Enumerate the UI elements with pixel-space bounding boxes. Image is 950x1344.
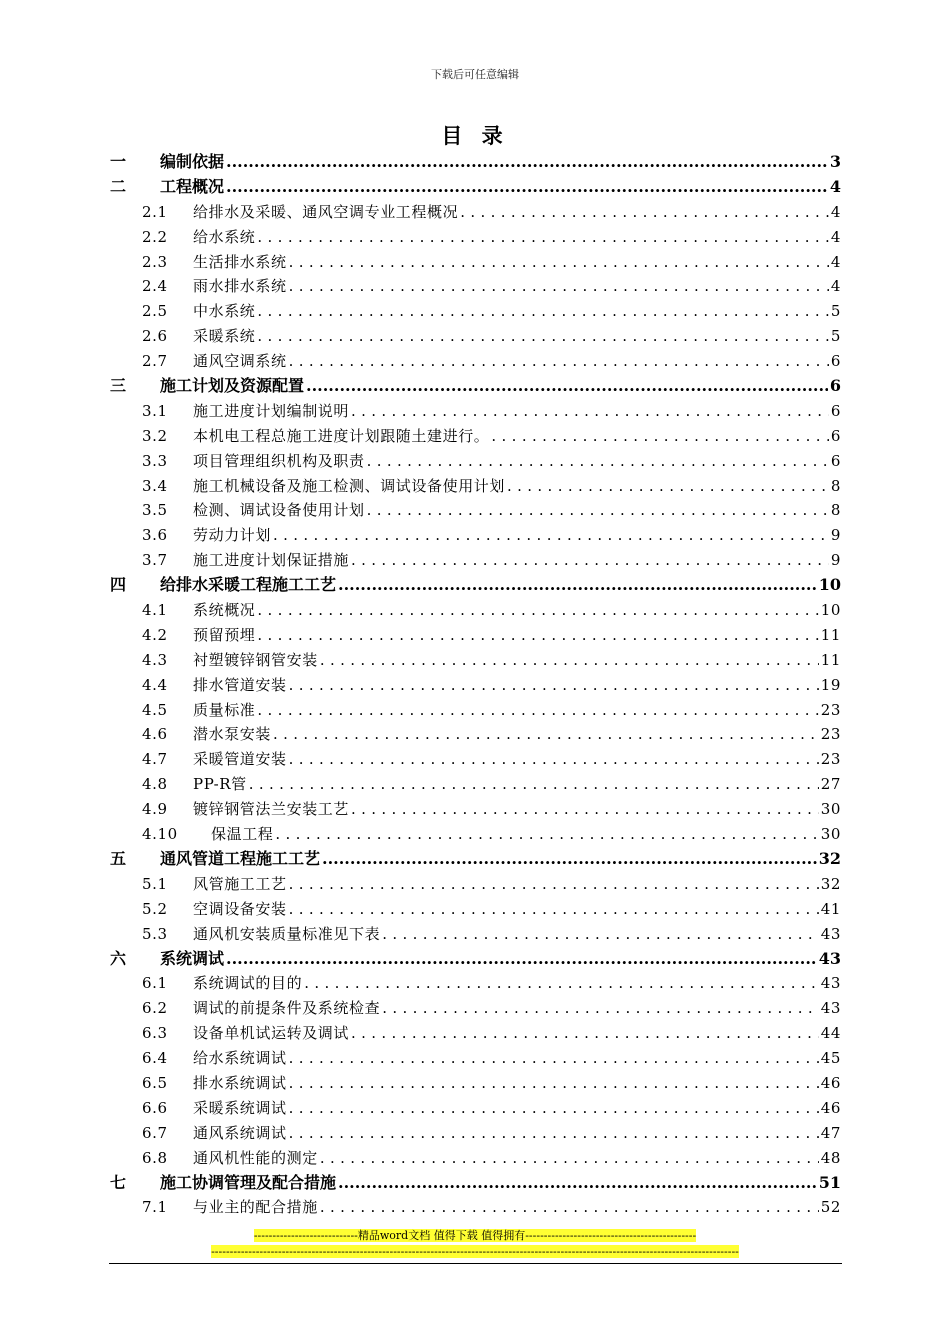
toc-dot-leader — [382, 996, 819, 1021]
toc-entry-number: 5.2 — [142, 899, 168, 918]
toc-dot-leader — [257, 225, 828, 250]
toc-entry-number: 2.2 — [142, 227, 168, 246]
toc-section-entry[interactable] — [110, 225, 841, 250]
toc-section-entry[interactable] — [110, 772, 841, 797]
toc-entry-label: 调试的前提条件及系统检查 — [193, 999, 381, 1018]
toc-title: 目 录 — [441, 123, 509, 148]
toc-dot-leader — [289, 1046, 819, 1071]
toc-dot-leader — [289, 897, 819, 922]
toc-entry-label: 本机电工程总施工进度计划跟随土建进行。 — [193, 426, 490, 445]
toc-dot-leader — [226, 947, 817, 972]
toc-dot-leader — [491, 424, 828, 449]
toc-chapter-entry[interactable] — [110, 847, 841, 872]
toc-entry-number: 4.5 — [142, 700, 168, 719]
toc-dot-leader — [289, 673, 819, 698]
toc-dot-leader — [257, 598, 818, 623]
toc-dot-leader — [304, 971, 819, 996]
toc-entry-page: 43 — [818, 948, 841, 968]
toc-entry-page: 47 — [820, 1123, 841, 1142]
toc-dot-leader — [257, 299, 828, 324]
toc-dot-leader — [367, 449, 829, 474]
toc-entry-number: 3.2 — [142, 426, 168, 445]
toc-entry-page: 23 — [820, 750, 841, 769]
toc-entry-number: 4.9 — [142, 800, 168, 819]
toc-entry-label: 保温工程 — [211, 825, 274, 844]
toc-dot-leader — [320, 1146, 819, 1171]
toc-entry-label: 检测、调试设备使用计划 — [193, 501, 365, 520]
toc-section-entry[interactable] — [110, 797, 841, 822]
toc-section-entry[interactable] — [110, 498, 841, 523]
toc-section-entry[interactable] — [110, 971, 841, 996]
header-note: 下载后可任意编辑 — [431, 68, 519, 81]
toc-section-entry[interactable] — [110, 1021, 841, 1046]
toc-entry-number: 3.7 — [142, 551, 168, 570]
toc-entry-number: 4.6 — [142, 725, 168, 744]
toc-entry-number: 3.6 — [142, 526, 168, 545]
toc-entry-page: 30 — [820, 825, 841, 844]
toc-entry-label: 通风机安装质量标准见下表 — [193, 924, 381, 943]
toc-section-entry[interactable] — [110, 274, 841, 299]
toc-entry-page: 41 — [820, 899, 841, 918]
toc-entry-label: 排水系统调试 — [193, 1073, 287, 1092]
toc-entry-label: 给排水及采暖、通风空调专业工程概况 — [193, 202, 459, 221]
toc-entry-number: 三 — [110, 376, 127, 396]
toc-dot-leader — [320, 648, 819, 673]
toc-entry-page: 10 — [818, 575, 841, 595]
toc-section-entry[interactable] — [110, 623, 841, 648]
toc-entry-number: 4.3 — [142, 650, 168, 669]
toc-entry-number: 6.6 — [142, 1098, 168, 1117]
toc-dot-leader — [257, 623, 818, 648]
toc-dot-leader — [351, 797, 819, 822]
toc-entry-label: 雨水排水系统 — [193, 277, 287, 296]
toc-section-entry[interactable] — [110, 922, 841, 947]
toc-entry-page: 9 — [830, 551, 841, 570]
toc-section-entry[interactable] — [110, 1046, 841, 1071]
toc-dot-leader — [507, 474, 829, 499]
toc-entry-number: 3.1 — [142, 401, 168, 420]
toc-entry-page: 4 — [830, 227, 841, 246]
toc-entry-label: 预留预埋 — [193, 625, 256, 644]
toc-entry-page: 4 — [830, 252, 841, 271]
toc-entry-label: 生活排水系统 — [193, 252, 287, 271]
toc-section-entry[interactable] — [110, 449, 841, 474]
toc-entry-label: 施工计划及资源配置 — [160, 376, 305, 396]
toc-section-entry[interactable] — [110, 523, 841, 548]
toc-entry-label: 系统调试的目的 — [193, 974, 303, 993]
toc-section-entry[interactable] — [110, 648, 841, 673]
toc-entry-page: 32 — [820, 874, 841, 893]
bottom-rule — [109, 1263, 842, 1264]
toc-dot-leader — [289, 349, 829, 374]
toc-entry-label: 施工机械设备及施工检测、调试设备使用计划 — [193, 476, 506, 495]
toc-entry-page: 30 — [820, 800, 841, 819]
toc-entry-number: 2.4 — [142, 277, 168, 296]
toc-dot-leader — [338, 1171, 817, 1196]
toc-entry-label: 设备单机试运转及调试 — [193, 1024, 350, 1043]
toc-entry-page: 6 — [830, 401, 841, 420]
toc-dot-leader — [460, 200, 829, 225]
toc-section-entry[interactable] — [110, 1096, 841, 1121]
toc-entry-number: 4.8 — [142, 775, 168, 794]
toc-dot-leader — [289, 250, 829, 275]
table-of-contents — [110, 150, 841, 1220]
toc-dot-leader — [273, 523, 829, 548]
toc-entry-number: 3.4 — [142, 476, 168, 495]
toc-entry-number: 五 — [110, 848, 127, 868]
toc-entry-label: PP-R管 — [193, 775, 247, 794]
toc-dot-leader — [275, 822, 818, 847]
toc-dot-leader — [289, 274, 829, 299]
toc-entry-label: 采暖管道安装 — [193, 750, 287, 769]
toc-dot-leader — [367, 498, 829, 523]
toc-chapter-entry[interactable] — [110, 374, 841, 399]
toc-entry-label: 给水系统 — [193, 227, 256, 246]
toc-entry-page: 6 — [830, 451, 841, 470]
toc-entry-page: 27 — [820, 775, 841, 794]
toc-chapter-entry[interactable] — [110, 1171, 841, 1196]
toc-entry-number: 7.1 — [142, 1198, 168, 1217]
toc-entry-number: 6.7 — [142, 1123, 168, 1142]
toc-entry-label: 项目管理组织机构及职责 — [193, 451, 365, 470]
toc-section-entry[interactable] — [110, 747, 841, 772]
toc-entry-label: 系统概况 — [193, 601, 256, 620]
toc-section-entry[interactable] — [110, 548, 841, 573]
toc-entry-page: 6 — [830, 352, 841, 371]
toc-entry-label: 采暖系统 — [193, 327, 256, 346]
toc-entry-page: 46 — [820, 1098, 841, 1117]
toc-section-entry[interactable] — [110, 698, 841, 723]
footer-banner — [0, 1229, 950, 1243]
toc-entry-number: 6.2 — [142, 999, 168, 1018]
toc-chapter-entry[interactable] — [110, 573, 841, 598]
toc-dot-leader — [226, 175, 828, 200]
toc-entry-page: 8 — [830, 476, 841, 495]
toc-chapter-entry[interactable] — [110, 150, 841, 175]
toc-entry-label: 通风管道工程施工工艺 — [160, 848, 321, 868]
toc-section-entry[interactable] — [110, 1071, 841, 1096]
toc-entry-page: 11 — [820, 625, 841, 644]
toc-entry-number: 4.2 — [142, 625, 168, 644]
toc-entry-label: 劳动力计划 — [193, 526, 272, 545]
toc-entry-page: 10 — [820, 601, 841, 620]
toc-entry-number: 3.5 — [142, 501, 168, 520]
toc-entry-number: 6.1 — [142, 974, 168, 993]
toc-entry-page: 5 — [830, 302, 841, 321]
toc-entry-label: 通风机性能的测定 — [193, 1148, 318, 1167]
toc-section-entry[interactable] — [110, 349, 841, 374]
toc-entry-number: 5.3 — [142, 924, 168, 943]
toc-entry-page: 32 — [818, 848, 841, 868]
toc-entry-number: 4.10 — [142, 825, 178, 844]
toc-entry-label: 通风系统调试 — [193, 1123, 287, 1142]
toc-entry-page: 4 — [830, 202, 841, 221]
toc-entry-label: 给水系统调试 — [193, 1049, 287, 1068]
toc-entry-number: 七 — [110, 1172, 127, 1192]
toc-section-entry[interactable] — [110, 872, 841, 897]
toc-section-entry[interactable] — [110, 474, 841, 499]
toc-entry-page: 43 — [820, 999, 841, 1018]
toc-entry-label: 给排水采暖工程施工工艺 — [160, 575, 337, 595]
toc-entry-number: 四 — [110, 575, 127, 595]
toc-entry-label: 施工进度计划编制说明 — [193, 401, 350, 420]
toc-dot-leader — [257, 698, 818, 723]
toc-entry-label: 空调设备安装 — [193, 899, 287, 918]
toc-entry-number: 4.1 — [142, 601, 168, 620]
toc-entry-label: 潜水泵安装 — [193, 725, 272, 744]
toc-entry-number: 6.4 — [142, 1049, 168, 1068]
toc-dot-leader — [257, 324, 828, 349]
toc-entry-number: 4.7 — [142, 750, 168, 769]
toc-dot-leader — [273, 722, 819, 747]
toc-entry-page: 4 — [829, 176, 841, 196]
toc-entry-label: 镀锌钢管法兰安装工艺 — [193, 800, 350, 819]
toc-entry-page: 19 — [820, 675, 841, 694]
toc-entry-page: 43 — [820, 924, 841, 943]
toc-entry-page: 9 — [830, 526, 841, 545]
toc-dot-leader — [322, 847, 817, 872]
toc-dot-leader — [289, 1121, 819, 1146]
toc-entry-page: 6 — [830, 426, 841, 445]
toc-dot-leader — [351, 399, 829, 424]
toc-entry-label: 与业主的配合措施 — [193, 1198, 318, 1217]
toc-entry-number: 6.5 — [142, 1073, 168, 1092]
toc-section-entry[interactable] — [110, 996, 841, 1021]
toc-entry-page: 23 — [820, 725, 841, 744]
toc-entry-number: 3.3 — [142, 451, 168, 470]
toc-section-entry[interactable] — [110, 1121, 841, 1146]
toc-entry-number: 5.1 — [142, 874, 168, 893]
footer-dash-line — [0, 1245, 950, 1259]
toc-entry-number: 2.3 — [142, 252, 168, 271]
toc-entry-page: 52 — [820, 1198, 841, 1217]
toc-chapter-entry[interactable] — [110, 175, 841, 200]
toc-section-entry[interactable] — [110, 722, 841, 747]
toc-dot-leader — [338, 573, 817, 598]
toc-entry-number: 二 — [110, 176, 127, 196]
toc-section-entry[interactable] — [110, 299, 841, 324]
toc-entry-page: 8 — [830, 501, 841, 520]
toc-entry-label: 风管施工工艺 — [193, 874, 287, 893]
toc-dot-leader — [351, 548, 829, 573]
toc-section-entry[interactable] — [110, 897, 841, 922]
toc-section-entry[interactable] — [110, 598, 841, 623]
toc-section-entry[interactable] — [110, 822, 841, 847]
toc-section-entry[interactable] — [110, 1146, 841, 1171]
toc-entry-label: 质量标准 — [193, 700, 256, 719]
toc-entry-page: 48 — [820, 1148, 841, 1167]
toc-entry-page: 11 — [820, 650, 841, 669]
toc-entry-page: 45 — [820, 1049, 841, 1068]
toc-section-entry[interactable] — [110, 673, 841, 698]
footer-banner-text: ----------------------------精品word文档 值得下载 值得拥有---------------------------------------------- — [253, 1229, 697, 1242]
toc-chapter-entry[interactable] — [110, 947, 841, 972]
toc-dot-leader — [289, 1071, 819, 1096]
toc-entry-label: 工程概况 — [160, 176, 225, 196]
toc-entry-number: 一 — [110, 152, 127, 171]
toc-entry-number: 2.6 — [142, 327, 168, 346]
toc-entry-number: 2.7 — [142, 352, 168, 371]
toc-entry-page: 5 — [830, 327, 841, 346]
toc-section-entry[interactable] — [110, 324, 841, 349]
toc-entry-label: 中水系统 — [193, 302, 256, 321]
toc-entry-page: 3 — [829, 152, 841, 171]
footer-dash-text: ---------------------------------------------------------------------------------------------------------------------------------------------- — [211, 1245, 739, 1258]
toc-dot-leader — [289, 872, 819, 897]
toc-entry-page: 44 — [820, 1024, 841, 1043]
toc-entry-label: 衬塑镀锌钢管安装 — [193, 650, 318, 669]
toc-entry-label: 施工协调管理及配合措施 — [160, 1172, 337, 1192]
toc-entry-number: 六 — [110, 948, 127, 968]
toc-entry-label: 通风空调系统 — [193, 352, 287, 371]
toc-entry-number: 2.1 — [142, 202, 168, 221]
toc-entry-number: 6.3 — [142, 1024, 168, 1043]
toc-section-entry[interactable] — [110, 1195, 841, 1220]
toc-entry-label: 施工进度计划保证措施 — [193, 551, 350, 570]
toc-dot-leader — [226, 150, 828, 175]
toc-entry-page: 51 — [818, 1172, 841, 1192]
toc-entry-label: 排水管道安装 — [193, 675, 287, 694]
toc-entry-number: 6.8 — [142, 1148, 168, 1167]
toc-dot-leader — [320, 1195, 819, 1220]
toc-entry-label: 系统调试 — [160, 948, 225, 968]
toc-section-entry[interactable] — [110, 424, 841, 449]
toc-entry-label: 采暖系统调试 — [193, 1098, 287, 1117]
toc-dot-leader — [289, 747, 819, 772]
toc-entry-page: 46 — [820, 1073, 841, 1092]
toc-section-entry[interactable] — [110, 200, 841, 225]
toc-dot-leader — [382, 922, 819, 947]
toc-entry-number: 2.5 — [142, 302, 168, 321]
toc-dot-leader — [249, 772, 819, 797]
toc-section-entry[interactable] — [110, 399, 841, 424]
toc-entry-page: 43 — [820, 974, 841, 993]
toc-dot-leader — [351, 1021, 819, 1046]
toc-entry-page: 4 — [830, 277, 841, 296]
toc-dot-leader — [306, 374, 828, 399]
toc-dot-leader — [289, 1096, 819, 1121]
toc-entry-number: 4.4 — [142, 675, 168, 694]
toc-section-entry[interactable] — [110, 250, 841, 275]
toc-entry-label: 编制依据 — [160, 152, 225, 171]
toc-entry-page: 23 — [820, 700, 841, 719]
toc-entry-page: 6 — [829, 376, 841, 396]
